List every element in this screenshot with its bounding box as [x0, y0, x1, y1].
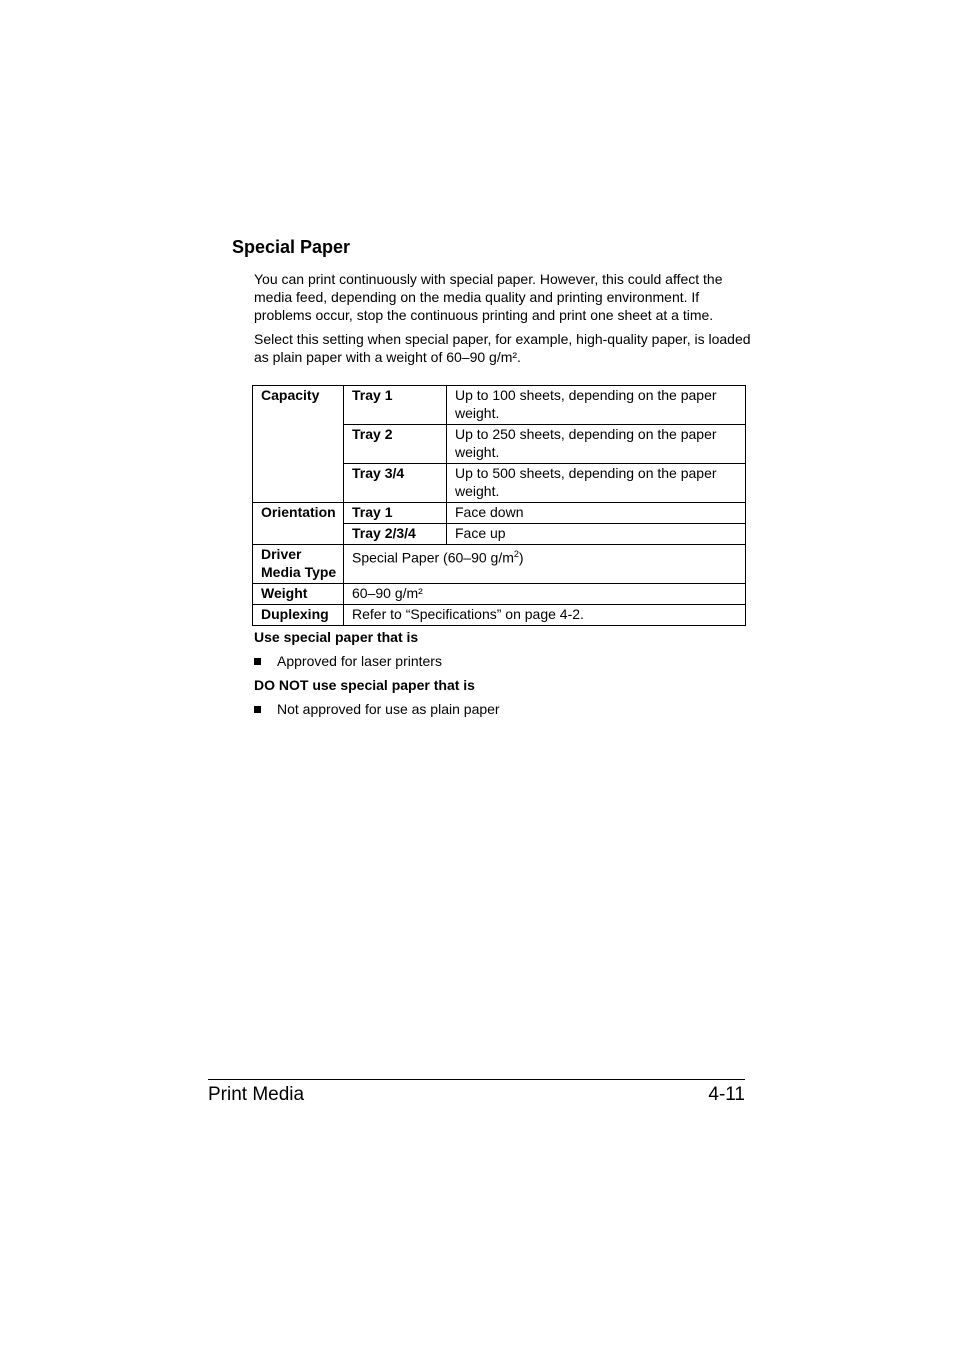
driver-label-line2: Media Type — [261, 563, 337, 580]
driver-media-type-label — [253, 545, 344, 584]
list-item — [254, 701, 500, 717]
capacity-value: Up to 100 sheets, depending on the paper weight. — [447, 386, 746, 425]
driver-label-line1: Driver — [261, 546, 302, 562]
capacity-value: Up to 250 sheets, depending on the paper weight. — [447, 425, 746, 464]
list-item-text: Not approved for use as plain paper — [277, 701, 500, 717]
square-bullet-icon — [254, 658, 261, 665]
list-item-text: Approved for laser printers — [277, 653, 442, 669]
capacity-value: Up to 500 sheets, depending on the paper weight. — [447, 464, 746, 503]
footer-page-number: 4-11 — [708, 1084, 745, 1105]
duplexing-value: Refer to “Specifications” on page 4-2. — [344, 605, 746, 626]
setting-paragraph: Select this setting when special paper, for example, high-quality paper, is loaded as plain paper with a weight of 60–90 g/m². — [254, 331, 751, 365]
list-item — [254, 653, 442, 669]
duplexing-label: Duplexing — [253, 605, 344, 626]
table-row — [253, 545, 746, 584]
dont-use-heading: DO NOT use special paper that is — [254, 677, 475, 693]
weight-label: Weight — [253, 584, 344, 605]
driver-media-type-value — [344, 545, 746, 584]
tray-label: Tray 2 — [344, 425, 447, 464]
use-heading: Use special paper that is — [254, 629, 419, 645]
square-bullet-icon — [254, 706, 261, 713]
special-paper-spec-table — [252, 385, 746, 626]
tray-label: Tray 3/4 — [344, 464, 447, 503]
tray-label: Tray 2/3/4 — [344, 524, 447, 545]
weight-value: 60–90 g/m² — [344, 584, 746, 605]
orientation-value: Face up — [447, 524, 746, 545]
section-title: Special Paper — [232, 237, 351, 257]
table-row — [253, 386, 746, 425]
table-row — [253, 503, 746, 524]
tray-label: Tray 1 — [344, 386, 447, 425]
driver-value-sup: 2 — [513, 549, 519, 559]
footer-divider — [208, 1079, 745, 1080]
table-row — [253, 584, 746, 605]
tray-label: Tray 1 — [344, 503, 447, 524]
capacity-label: Capacity — [253, 386, 344, 503]
footer-chapter: Print Media — [208, 1084, 305, 1105]
orientation-label: Orientation — [253, 503, 344, 545]
table-row — [253, 605, 746, 626]
orientation-value: Face down — [447, 503, 746, 524]
driver-value-main: Special Paper (60–90 g/m — [352, 549, 514, 566]
intro-paragraph: You can print continuously with special paper. However, this could affect the media feed, depending on the media quality and printing environment. If problems occur, stop the continuous printing and print one sheet at a time. — [254, 271, 723, 323]
driver-value-end: ) — [518, 549, 524, 566]
